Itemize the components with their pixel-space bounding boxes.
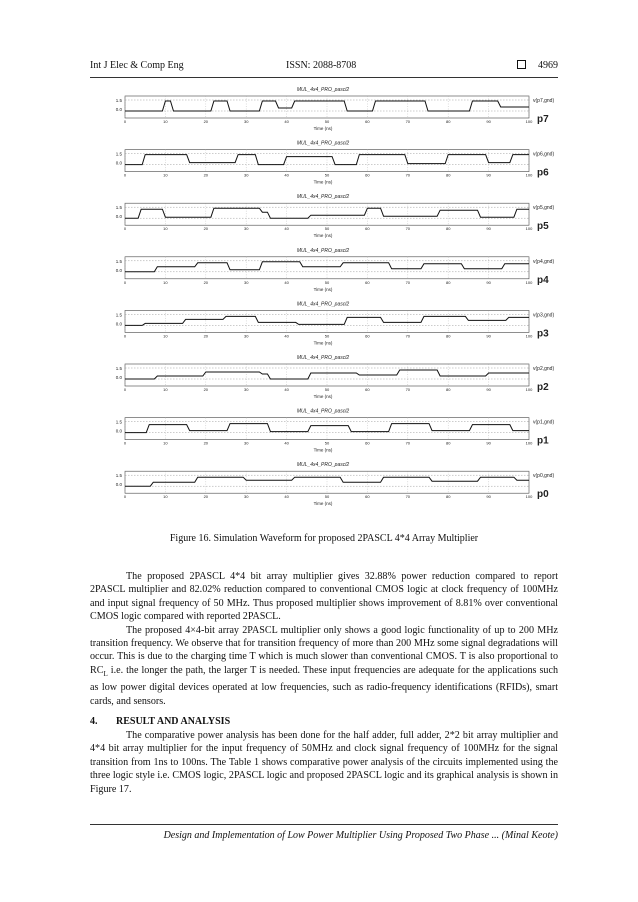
y-tick-label: 1.5	[115, 98, 122, 103]
x-tick-label: 80	[445, 172, 451, 178]
x-tick-label: 10	[163, 119, 168, 124]
x-tick-label: 40	[284, 440, 289, 446]
panel-title: MUL_4x4_PRO_pascl2	[296, 194, 350, 201]
page-header	[90, 60, 558, 74]
x-tick-label: 100	[525, 440, 533, 446]
x-tick-label: 60	[365, 172, 370, 178]
issn: ISSN: 2088-8708	[286, 60, 357, 71]
panel-title: MUL_4x4_PRO_pascl2	[296, 87, 350, 93]
output-label: p6	[537, 167, 549, 179]
x-tick-label: 10	[163, 226, 168, 232]
y-tick-label: 0.0	[115, 267, 122, 273]
trace-label: v(p3,gnd)	[533, 312, 555, 319]
x-tick-label: 40	[284, 226, 289, 232]
x-tick-label: 50	[324, 119, 330, 124]
x-tick-label: 30	[243, 119, 249, 124]
panel-title: MUL_4x4_PRO_pascl2	[296, 140, 350, 147]
x-tick-label: 100	[525, 333, 533, 339]
checkbox-icon	[517, 60, 526, 69]
x-tick-label: 30	[243, 333, 249, 339]
output-label: p2	[537, 382, 549, 393]
x-tick-label: 0	[123, 494, 127, 500]
x-tick-label: 10	[163, 494, 168, 500]
x-tick-label: 70	[405, 119, 411, 124]
x-tick-label: 10	[163, 279, 168, 285]
section-heading	[90, 716, 230, 727]
x-tick-label: 50	[324, 172, 330, 178]
x-tick-label: 20	[203, 333, 209, 339]
x-tick-label: 70	[405, 172, 411, 178]
y-tick-label: 1.5	[115, 473, 122, 479]
y-tick-label: 0.0	[115, 482, 122, 488]
x-tick-label: 70	[405, 333, 411, 339]
x-tick-label: 20	[203, 279, 209, 285]
x-tick-label: 50	[324, 440, 330, 446]
x-tick-label: 20	[203, 440, 209, 446]
x-axis-label: Time (ns)	[313, 179, 333, 185]
x-tick-label: 30	[243, 387, 249, 392]
section-title: RESULT AND ANALYSIS	[116, 716, 231, 727]
x-tick-label: 30	[243, 440, 249, 446]
panel-title: MUL_4x4_PRO_pascl2	[296, 355, 350, 361]
y-tick-label: 1.5	[115, 151, 122, 157]
x-tick-label: 90	[486, 494, 491, 500]
paragraph-2	[90, 624, 558, 708]
x-tick-label: 80	[445, 440, 451, 446]
x-tick-label: 60	[365, 279, 370, 285]
x-tick-label: 100	[525, 226, 533, 232]
y-tick-label: 1.5	[115, 312, 122, 318]
x-tick-label: 60	[365, 494, 370, 500]
x-tick-label: 70	[405, 226, 411, 232]
page-number: 4969	[538, 60, 558, 71]
x-axis-label: Time (ns)	[313, 501, 333, 507]
x-tick-label: 60	[365, 333, 370, 339]
x-tick-label: 80	[445, 387, 451, 392]
x-tick-label: 0	[123, 172, 127, 178]
x-tick-label: 20	[203, 494, 209, 500]
panel-title: MUL_4x4_PRO_pascl2	[296, 301, 350, 308]
journal-name: Int J Elec & Comp Eng	[90, 60, 184, 71]
x-tick-label: 90	[486, 172, 491, 178]
x-tick-label: 100	[525, 387, 533, 392]
x-tick-label: 50	[324, 333, 330, 339]
panel-title: MUL_4x4_PRO_pascl2	[296, 462, 350, 469]
body-text-block-2	[90, 729, 558, 796]
x-axis-label: Time (ns)	[313, 126, 333, 131]
x-tick-label: 30	[243, 279, 249, 285]
x-tick-label: 90	[486, 279, 491, 285]
x-tick-label: 70	[405, 279, 411, 285]
paragraph-2-text-a: The proposed 4×4-bit array 2PASCL multiplier only shows a good logic functionality of up to 200 MHz transition frequency. We observe that for transition frequency of more than 200 MHz some signal degradations will occur. This is due to the charging time T which is much slower than conventional CMOS. T is also proportional to RC	[90, 624, 558, 676]
section-number: 4.	[90, 716, 98, 727]
x-tick-label: 90	[486, 333, 491, 339]
x-tick-label: 10	[163, 172, 168, 178]
y-tick-label: 0.0	[115, 321, 122, 327]
x-tick-label: 90	[486, 119, 491, 124]
page-number-group	[517, 60, 558, 71]
x-tick-label: 40	[284, 387, 289, 392]
x-tick-label: 100	[525, 119, 533, 124]
trace-label: v(p5,gnd)	[533, 205, 555, 212]
x-tick-label: 100	[525, 172, 533, 178]
x-tick-label: 20	[203, 119, 209, 124]
x-tick-label: 30	[243, 494, 249, 500]
x-tick-label: 50	[324, 279, 330, 285]
x-tick-label: 80	[445, 226, 451, 232]
x-tick-label: 50	[324, 494, 330, 500]
header-rule	[90, 77, 558, 78]
x-tick-label: 100	[525, 279, 533, 285]
y-tick-label: 1.5	[115, 205, 122, 211]
x-tick-label: 90	[486, 440, 491, 446]
x-tick-label: 90	[486, 226, 491, 232]
x-tick-label: 0	[123, 226, 127, 232]
output-label: p4	[537, 274, 549, 286]
x-tick-label: 0	[123, 279, 127, 285]
x-tick-label: 40	[284, 172, 289, 178]
waveform-svg	[92, 84, 562, 514]
output-label: p0	[537, 489, 549, 501]
output-label: p7	[537, 114, 549, 125]
x-tick-label: 70	[405, 387, 411, 392]
y-tick-label: 0.0	[115, 375, 122, 380]
x-tick-label: 10	[163, 333, 168, 339]
x-axis-label: Time (ns)	[313, 447, 333, 453]
x-tick-label: 0	[123, 440, 127, 446]
x-tick-label: 100	[525, 494, 533, 500]
x-tick-label: 50	[324, 387, 330, 392]
y-tick-label: 0.0	[115, 428, 122, 434]
trace-label: v(p2,gnd)	[533, 366, 555, 372]
waveform-figure	[92, 84, 562, 514]
x-tick-label: 60	[365, 119, 370, 124]
paragraph-2-text-b: i.e. the longer the path, the larger T is needed. These input frequencies are adequate for the applications such as low power digital devices operated at low frequencies, such as radio-frequency identifications (RFIDs), smart cards, and sensors.	[90, 664, 558, 707]
x-tick-label: 0	[123, 119, 127, 124]
x-tick-label: 50	[324, 226, 330, 232]
output-label: p1	[537, 435, 549, 447]
x-tick-label: 80	[445, 119, 451, 124]
x-tick-label: 70	[405, 440, 411, 446]
output-label: p5	[537, 221, 549, 233]
figure-caption: Figure 16. Simulation Waveform for proposed 2PASCL 4*4 Array Multiplier	[169, 533, 479, 544]
x-tick-label: 0	[123, 387, 127, 392]
x-axis-label: Time (ns)	[313, 340, 333, 346]
y-tick-label: 0.0	[115, 107, 122, 112]
x-tick-label: 80	[445, 333, 451, 339]
x-tick-label: 40	[284, 119, 289, 124]
x-tick-label: 60	[365, 440, 370, 446]
x-tick-label: 20	[203, 226, 209, 232]
x-axis-label: Time (ns)	[313, 286, 333, 292]
x-tick-label: 60	[365, 226, 370, 232]
x-tick-label: 80	[445, 279, 451, 285]
x-axis-label: Time (ns)	[313, 233, 333, 239]
x-tick-label: 80	[445, 494, 451, 500]
x-tick-label: 0	[123, 333, 127, 339]
panel-title: MUL_4x4_PRO_pascl2	[296, 408, 350, 415]
x-tick-label: 10	[163, 387, 168, 392]
y-tick-label: 1.5	[115, 419, 122, 425]
paragraph-1: The proposed 2PASCL 4*4 bit array multiplier gives 32.88% power reduction compared to report 2PASCL multiplier and 82.02% reduction compared to conventional CMOS logic at clock frequency of 100MHz and input signal frequency of 50 MHz. Thus proposed multiplier shows improvement of 8.81% over conventional CMOS logic compared with reported 2PASCL.	[90, 571, 558, 623]
output-label: p3	[537, 328, 549, 340]
trace-label: v(p1,gnd)	[533, 419, 555, 426]
paragraph-3: The comparative power analysis has been done for the half adder, full adder, 2*2 bit array multiplier and 4*4 bit array multiplier for the input frequency of 50MHz and clock signal frequency of 100MHz for the signal transition from 1ns to 100ns. The Table 1 shows comparative power analysis of the circuits implemented using the three logic style i.e. CMOS logic, 2PASCL logic and proposed 2PASCL logic and its graphical analysis is shown in Figure 17.	[90, 730, 558, 795]
y-tick-label: 0.0	[115, 160, 122, 166]
x-tick-label: 60	[365, 387, 370, 392]
footer-rule	[90, 824, 558, 825]
y-tick-label: 1.5	[115, 258, 122, 264]
x-tick-label: 70	[405, 494, 411, 500]
x-axis-label: Time (ns)	[313, 394, 333, 399]
x-tick-label: 10	[163, 440, 168, 446]
x-tick-label: 90	[486, 387, 491, 392]
trace-label: v(p4,gnd)	[533, 258, 555, 265]
trace-label: v(p6,gnd)	[533, 151, 555, 158]
x-tick-label: 30	[243, 226, 249, 232]
x-tick-label: 40	[284, 494, 289, 500]
x-tick-label: 20	[203, 387, 209, 392]
y-tick-label: 1.5	[115, 366, 122, 371]
page-footer: Design and Implementation of Low Power Multiplier Using Proposed Two Phase ... (Minal Keote)	[163, 830, 558, 841]
x-tick-label: 40	[284, 279, 289, 285]
y-tick-label: 0.0	[115, 214, 122, 220]
x-tick-label: 20	[203, 172, 209, 178]
x-tick-label: 40	[284, 333, 289, 339]
paragraph-2-subscript: L	[103, 669, 108, 678]
body-text-block-1	[90, 570, 558, 708]
panel-title: MUL_4x4_PRO_pascl2	[296, 247, 350, 254]
trace-label: v(p7,gnd)	[533, 98, 555, 104]
trace-label: v(p0,gnd)	[533, 473, 555, 480]
x-tick-label: 30	[243, 172, 249, 178]
